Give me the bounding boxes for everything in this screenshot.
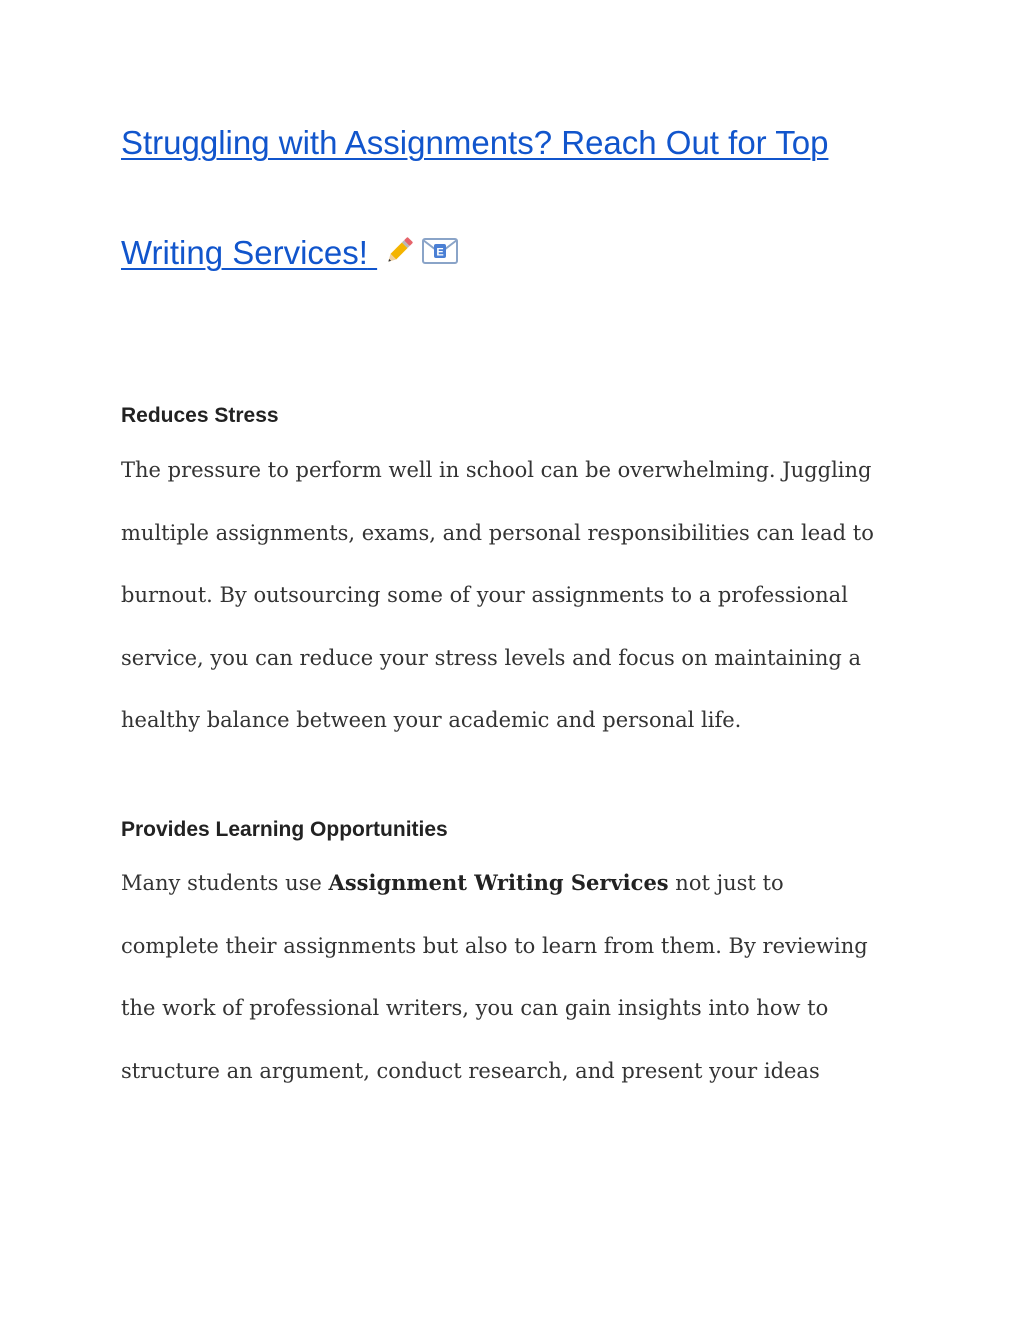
title-line-2: [121, 198, 921, 308]
paragraph-line: complete their assignments but also to learn from them. By reviewing: [121, 933, 868, 958]
title-text-2: Writing Services!: [121, 234, 368, 271]
paragraph-line: service, you can reduce your stress levels and focus on maintaining a: [121, 645, 862, 670]
svg-text:E: E: [436, 246, 444, 259]
paragraph-line: structure an argument, conduct research, and present your ideas: [121, 1058, 820, 1083]
section-paragraph-learning-opportunities: [121, 852, 921, 1102]
title-line-1: [121, 88, 921, 198]
section-paragraph-reduces-stress: [121, 439, 921, 752]
paragraph-text: Many students use: [121, 871, 329, 895]
paragraph-text: not just to: [668, 871, 784, 895]
paragraph-line: multiple assignments, exams, and personal responsibilities can lead to: [121, 520, 874, 545]
title-link[interactable]: [121, 88, 921, 308]
paragraph-line: healthy balance between your academic and personal life.: [121, 708, 742, 732]
section-heading-learning-opportunities: Provides Learning Opportunities: [121, 818, 448, 841]
paragraph-line: the work of professional writers, you can gain insights into how to: [121, 996, 829, 1020]
title-text-1: Struggling with Assignments? Reach Out for Top: [121, 124, 829, 161]
paragraph-line: The pressure to perform well in school can be overwhelming. Juggling: [121, 458, 872, 482]
section-heading-reduces-stress: Reduces Stress: [121, 404, 279, 427]
paragraph-line: [121, 852, 921, 915]
email-icon: [417, 234, 459, 271]
paragraph-line: burnout. By outsourcing some of your assignments to a professional: [121, 583, 848, 607]
pencil-icon: [377, 234, 417, 271]
assignment-writing-services-bold: Assignment Writing Services: [328, 870, 669, 895]
